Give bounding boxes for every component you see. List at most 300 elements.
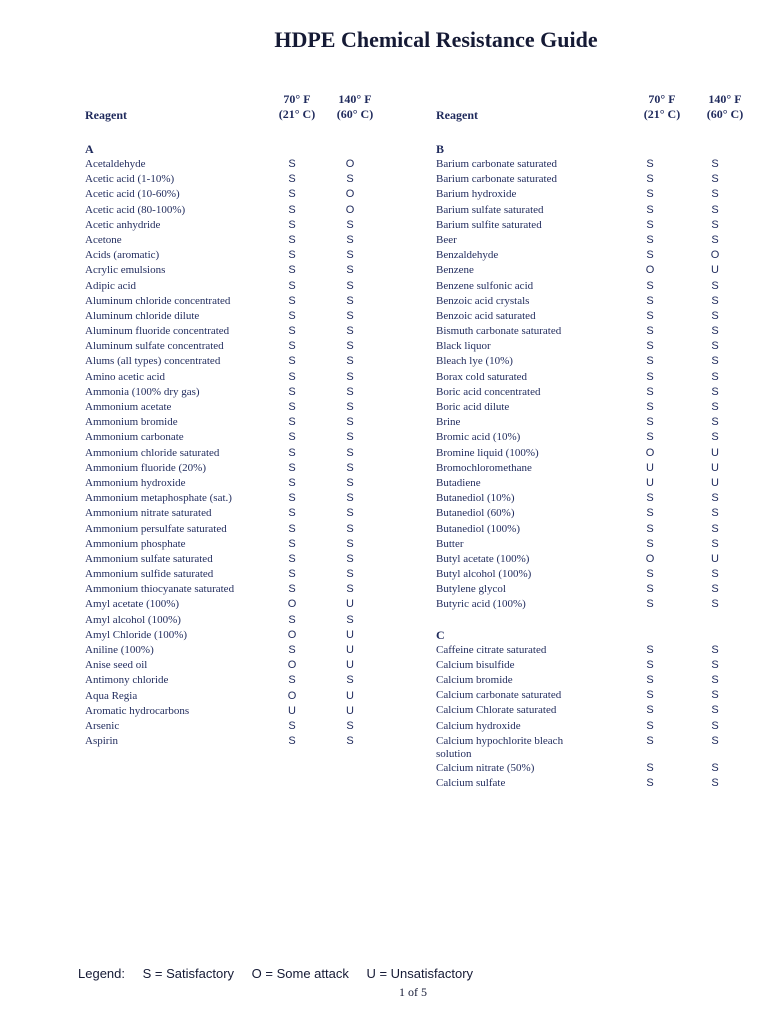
- table-row: [85, 643, 385, 658]
- rating-140: S: [711, 704, 719, 717]
- rating-140: S: [711, 719, 719, 732]
- table-row: [85, 172, 385, 187]
- reagent-name: Butyric acid (100%): [436, 598, 526, 611]
- rating-70: S: [288, 735, 296, 748]
- reagent-name: Brine: [436, 416, 461, 429]
- rating-70: S: [646, 385, 654, 398]
- table-row: [85, 476, 385, 491]
- rating-70: O: [287, 659, 297, 672]
- reagent-name: Aspirin: [85, 735, 118, 748]
- rating-70: O: [287, 598, 297, 611]
- table-row: [85, 506, 385, 521]
- rating-140: O: [345, 158, 355, 170]
- reagent-name: Calcium nitrate (50%): [436, 761, 535, 774]
- temp-140-header: [702, 92, 748, 122]
- temp-70-header: [640, 92, 684, 122]
- rating-140: S: [711, 431, 719, 444]
- table-row: [85, 203, 385, 218]
- temp-140-f: 140° F: [708, 92, 742, 106]
- table-row: [436, 688, 766, 703]
- rating-140: S: [346, 461, 354, 474]
- rating-70: S: [646, 583, 654, 596]
- table-row: [436, 339, 766, 354]
- rating-70: S: [646, 598, 654, 611]
- rating-140: S: [711, 689, 719, 702]
- rating-140: S: [711, 325, 719, 338]
- rating-70: S: [288, 173, 296, 186]
- rating-70: S: [646, 643, 654, 656]
- rating-140: S: [711, 355, 719, 368]
- section-spacer: [436, 613, 766, 628]
- reagent-name: Ammonium phosphate: [85, 537, 186, 550]
- rating-70: S: [646, 249, 654, 262]
- reagent-name: Ammonium chloride saturated: [85, 446, 220, 459]
- table-row: [85, 400, 385, 415]
- reagent-name: Amyl alcohol (100%): [85, 613, 181, 626]
- legend-satisfactory: S = Satisfactory: [142, 966, 235, 981]
- reagent-name: Amino acetic acid: [85, 370, 166, 383]
- reagent-name: Butyl acetate (100%): [436, 552, 530, 565]
- reagent-name: Acetic acid (80-100%): [85, 203, 186, 216]
- rating-70: S: [288, 264, 296, 277]
- table-row: [436, 309, 766, 324]
- temp-70-f: 70° F: [283, 92, 311, 106]
- table-row: [436, 703, 766, 718]
- rating-140: S: [346, 264, 354, 277]
- rating-70: S: [646, 704, 654, 717]
- rating-70: S: [288, 644, 296, 656]
- reagent-name: Acetic anhydride: [85, 218, 161, 231]
- rating-140: S: [346, 294, 354, 307]
- table-row: [85, 719, 385, 734]
- rating-70: S: [288, 203, 296, 216]
- table-row: [85, 354, 385, 369]
- rating-70: S: [288, 552, 296, 565]
- reagent-name: Acetone: [85, 233, 122, 246]
- reagent-name: Bromic acid (10%): [436, 431, 521, 444]
- rating-140: S: [346, 537, 354, 550]
- rating-140: S: [346, 431, 354, 444]
- rating-140: S: [346, 552, 354, 565]
- reagent-name: Benzoic acid crystals: [436, 294, 530, 307]
- section-letter-b: B: [436, 142, 445, 156]
- rating-70: S: [288, 340, 296, 353]
- reagent-name: Ammonium sulfide saturated: [85, 568, 214, 581]
- temp-70-header: [277, 92, 317, 122]
- rating-70: S: [646, 340, 654, 353]
- rating-70: S: [646, 309, 654, 322]
- reagent-name: Arsenic: [85, 719, 120, 732]
- table-row: [436, 673, 766, 688]
- rating-140: S: [711, 173, 719, 186]
- rating-140: O: [710, 249, 720, 262]
- reagent-name: Aluminum sulfate concentrated: [85, 340, 224, 353]
- rating-140: S: [346, 583, 354, 596]
- rating-70: S: [646, 568, 654, 581]
- reagent-name: Ammonium hydroxide: [85, 476, 186, 489]
- rating-140: S: [346, 309, 354, 322]
- table-row: [436, 491, 766, 506]
- reagent-name: Acetaldehyde: [85, 158, 146, 170]
- rating-70: S: [288, 537, 296, 550]
- table-row: [85, 370, 385, 385]
- rating-140: S: [711, 233, 719, 246]
- table-row: [436, 263, 766, 278]
- table-row: [436, 567, 766, 582]
- table-row: [436, 279, 766, 294]
- rating-140: U: [346, 628, 354, 641]
- table-row: [436, 461, 766, 476]
- rating-70: U: [646, 461, 654, 474]
- table-row: [85, 491, 385, 506]
- rating-140: S: [711, 643, 719, 656]
- reagent-name: Acetic acid (1-10%): [85, 173, 175, 186]
- table-row: [85, 658, 385, 673]
- table-row: [436, 400, 766, 415]
- rating-140: S: [346, 401, 354, 413]
- reagent-name: Benzaldehyde: [436, 249, 499, 262]
- table-row: [436, 172, 766, 187]
- rating-140: S: [346, 446, 354, 459]
- rating-70: S: [646, 370, 654, 383]
- legend-some-attack: O = Some attack: [251, 966, 349, 981]
- temp-140-header: [333, 92, 377, 122]
- table-row: [436, 218, 766, 233]
- rating-70: S: [288, 294, 296, 307]
- table-row: [85, 263, 385, 278]
- table-row: [436, 187, 766, 202]
- reagent-name: Butanediol (100%): [436, 522, 521, 535]
- reagent-name: Black liquor: [436, 340, 491, 353]
- reagent-name: Barium hydroxide: [436, 188, 517, 201]
- rating-70: S: [288, 613, 296, 626]
- rating-70: S: [646, 325, 654, 338]
- table-row: [85, 430, 385, 445]
- table-row: [436, 734, 766, 761]
- table-row: [436, 719, 766, 734]
- table-row: [436, 643, 766, 658]
- rating-140: U: [346, 644, 354, 656]
- rating-70: S: [288, 674, 296, 687]
- rating-140: S: [346, 218, 354, 231]
- table-row: [436, 552, 766, 567]
- reagent-name: Amyl acetate (100%): [85, 598, 180, 611]
- rating-140: S: [711, 340, 719, 353]
- reagent-name: Bromochloromethane: [436, 461, 532, 474]
- reagent-name: Aniline (100%): [85, 644, 154, 656]
- column-header: [85, 90, 385, 142]
- rating-140: S: [346, 735, 354, 748]
- reagent-name: Benzene sulfonic acid: [436, 279, 534, 292]
- rating-140: S: [711, 568, 719, 581]
- table-row: [85, 567, 385, 582]
- table-row: [436, 446, 766, 461]
- rating-70: S: [646, 689, 654, 702]
- rating-140: S: [346, 355, 354, 368]
- reagent-name: Beer: [436, 233, 457, 246]
- table-row: [436, 354, 766, 369]
- rating-140: S: [711, 370, 719, 383]
- table-row: [85, 689, 385, 704]
- reagent-name: Ammonium sulfate saturated: [85, 552, 213, 565]
- rating-140: S: [346, 325, 354, 338]
- table-row: [85, 339, 385, 354]
- reagent-name: Butanediol (10%): [436, 492, 515, 505]
- rating-140: S: [346, 568, 354, 581]
- rating-140: S: [711, 761, 719, 774]
- table-row: [436, 370, 766, 385]
- rating-70: S: [288, 461, 296, 474]
- rating-140: U: [346, 704, 354, 717]
- table-row: [436, 248, 766, 263]
- reagent-name: Calcium Chlorate saturated: [436, 704, 557, 717]
- rating-70: S: [646, 658, 654, 671]
- rating-70: S: [288, 431, 296, 444]
- rating-70: S: [288, 416, 296, 429]
- table-row: [85, 218, 385, 233]
- reagent-name: Acetic acid (10-60%): [85, 188, 180, 201]
- rating-140: U: [711, 476, 719, 489]
- rating-140: S: [711, 203, 719, 216]
- reagent-name: Boric acid dilute: [436, 401, 510, 413]
- rating-70: S: [646, 401, 654, 413]
- reagent-name: Calcium bisulfide: [436, 658, 515, 671]
- rating-70: S: [646, 776, 654, 789]
- rating-70: S: [646, 158, 654, 170]
- left-column: [85, 90, 385, 749]
- temp-70-c: (21° C): [643, 107, 681, 121]
- reagent-name: Bismuth carbonate saturated: [436, 325, 562, 338]
- reagent-name: Boric acid concentrated: [436, 385, 541, 398]
- rating-140: U: [711, 552, 719, 565]
- rating-70: O: [287, 689, 297, 702]
- reagent-header: Reagent: [436, 108, 478, 122]
- legend-label: Legend:: [78, 966, 125, 981]
- rating-70: S: [646, 233, 654, 246]
- rating-140: S: [346, 476, 354, 489]
- table-row: [85, 248, 385, 263]
- rating-70: S: [288, 401, 296, 413]
- rating-70: S: [288, 279, 296, 292]
- table-row: [85, 582, 385, 597]
- reagent-name: Butadiene: [436, 476, 481, 489]
- rating-140: S: [711, 658, 719, 671]
- legend: [78, 966, 487, 981]
- reagent-name: Adipic acid: [85, 279, 137, 292]
- reagent-name: Butter: [436, 537, 464, 550]
- rating-140: S: [711, 734, 719, 747]
- table-row: [436, 658, 766, 673]
- table-row: [436, 537, 766, 552]
- reagent-name: Ammonia (100% dry gas): [85, 385, 200, 398]
- reagent-header: Reagent: [85, 108, 127, 122]
- reagent-name: Butanediol (60%): [436, 507, 515, 520]
- table-row: [436, 324, 766, 339]
- reagent-name: Anise seed oil: [85, 659, 148, 672]
- rating-140: S: [346, 719, 354, 732]
- rating-140: S: [711, 674, 719, 686]
- rating-70: S: [288, 188, 296, 201]
- table-row: [436, 203, 766, 218]
- table-row: [85, 309, 385, 324]
- rating-70: S: [288, 568, 296, 581]
- reagent-name: Ammonium thiocyanate saturated: [85, 583, 235, 596]
- reagent-name: Butyl alcohol (100%): [436, 568, 532, 581]
- rating-70: S: [646, 416, 654, 429]
- section-letter-c: C: [436, 627, 445, 642]
- rating-70: O: [645, 446, 655, 459]
- reagent-name: Benzoic acid saturated: [436, 309, 536, 322]
- reagent-name: Borax cold saturated: [436, 370, 528, 383]
- reagent-name: Ammonium acetate: [85, 401, 172, 413]
- table-row: [436, 506, 766, 521]
- rating-140: S: [711, 279, 719, 292]
- table-row: [85, 704, 385, 719]
- legend-unsatisfactory: U = Unsatisfactory: [366, 966, 474, 981]
- right-column: [436, 90, 766, 791]
- rating-70: S: [288, 370, 296, 383]
- reagent-name: Barium carbonate saturated: [436, 158, 557, 170]
- table-row: [85, 734, 385, 749]
- rating-140: O: [345, 203, 355, 216]
- rating-70: S: [646, 719, 654, 732]
- rating-70: S: [646, 173, 654, 186]
- rating-70: S: [646, 218, 654, 231]
- table-row: [85, 522, 385, 537]
- reagent-name: Barium sulfite saturated: [436, 218, 542, 231]
- reagent-name: Ammonium persulfate saturated: [85, 522, 227, 535]
- rating-140: S: [346, 674, 354, 687]
- rating-140: S: [346, 279, 354, 292]
- rating-140: S: [346, 173, 354, 186]
- reagent-list-b: [436, 157, 766, 613]
- table-row: [436, 233, 766, 248]
- rating-70: S: [646, 507, 654, 520]
- table-row: [85, 294, 385, 309]
- rating-70: S: [646, 355, 654, 368]
- temp-70-c: (21° C): [278, 107, 316, 121]
- reagent-name: Ammonium fluoride (20%): [85, 461, 206, 474]
- rating-70: S: [646, 761, 654, 774]
- rating-140: S: [711, 309, 719, 322]
- rating-140: S: [711, 158, 719, 170]
- reagent-name: Benzene: [436, 264, 474, 277]
- rating-140: S: [346, 507, 354, 520]
- rating-70: S: [646, 734, 654, 747]
- rating-140: S: [711, 507, 719, 520]
- rating-140: U: [711, 446, 719, 459]
- reagent-name: Ammonium carbonate: [85, 431, 184, 444]
- rating-140: S: [346, 385, 354, 398]
- table-row: [436, 157, 766, 172]
- table-row: [85, 279, 385, 294]
- rating-70: S: [288, 325, 296, 338]
- table-row: [436, 294, 766, 309]
- rating-140: U: [346, 659, 354, 672]
- rating-70: S: [288, 249, 296, 262]
- rating-140: S: [711, 492, 719, 505]
- temp-140-c: (60° C): [706, 107, 744, 121]
- temp-140-f: 140° F: [338, 92, 372, 106]
- reagent-name: Antimony chloride: [85, 674, 169, 687]
- temp-70-f: 70° F: [648, 92, 676, 106]
- table-row: [85, 446, 385, 461]
- rating-70: S: [288, 476, 296, 489]
- rating-70: S: [288, 309, 296, 322]
- table-row: [85, 157, 385, 172]
- rating-70: S: [646, 294, 654, 307]
- rating-140: S: [711, 776, 719, 789]
- table-row: [85, 324, 385, 339]
- table-row: [436, 776, 766, 791]
- rating-70: S: [288, 492, 296, 505]
- table-row: [85, 597, 385, 612]
- rating-140: U: [711, 264, 719, 277]
- rating-140: S: [711, 294, 719, 307]
- reagent-list-a: [85, 157, 385, 749]
- rating-70: S: [646, 279, 654, 292]
- reagent-name: Bleach lye (10%): [436, 355, 513, 368]
- rating-70: U: [646, 476, 654, 489]
- rating-140: S: [711, 385, 719, 398]
- table-row: [85, 613, 385, 628]
- table-row: [85, 385, 385, 400]
- rating-140: S: [346, 249, 354, 262]
- table-row: [85, 187, 385, 202]
- rating-70: S: [288, 446, 296, 459]
- rating-140: S: [711, 522, 719, 535]
- reagent-name: Amyl Chloride (100%): [85, 628, 188, 641]
- rating-140: S: [711, 537, 719, 550]
- rating-70: S: [288, 719, 296, 732]
- rating-70: S: [646, 492, 654, 505]
- reagent-name: Butylene glycol: [436, 583, 506, 596]
- rating-140: S: [711, 188, 719, 201]
- rating-140: S: [711, 218, 719, 231]
- reagent-name: Aromatic hydrocarbons: [85, 704, 190, 717]
- table-row: [436, 430, 766, 445]
- temp-140-c: (60° C): [336, 107, 374, 121]
- rating-70: S: [288, 218, 296, 231]
- rating-140: U: [346, 598, 354, 611]
- rating-70: S: [288, 233, 296, 246]
- reagent-name: Acrylic emulsions: [85, 264, 166, 277]
- reagent-name: Caffeine citrate saturated: [436, 643, 547, 656]
- page-number: 1 of 5: [399, 985, 427, 999]
- reagent-name: Calcium sulfate: [436, 776, 506, 789]
- table-row: [436, 415, 766, 430]
- rating-70: S: [646, 674, 654, 686]
- table-row: [436, 761, 766, 776]
- rating-140: S: [346, 370, 354, 383]
- rating-70: S: [288, 522, 296, 535]
- rating-140: U: [711, 461, 719, 474]
- table-row: [85, 673, 385, 688]
- reagent-name: Barium carbonate saturated: [436, 173, 557, 186]
- rating-140: S: [346, 492, 354, 505]
- table-row: [85, 552, 385, 567]
- table-row: [436, 582, 766, 597]
- rating-70: S: [288, 158, 296, 170]
- table-row: [85, 628, 385, 643]
- document-title: HDPE Chemical Resistance Guide: [274, 27, 598, 52]
- rating-140: S: [346, 340, 354, 353]
- table-row: [436, 597, 766, 612]
- rating-70: S: [288, 583, 296, 596]
- table-row: [85, 537, 385, 552]
- reagent-name: Aluminum chloride dilute: [85, 309, 200, 322]
- rating-70: O: [645, 552, 655, 565]
